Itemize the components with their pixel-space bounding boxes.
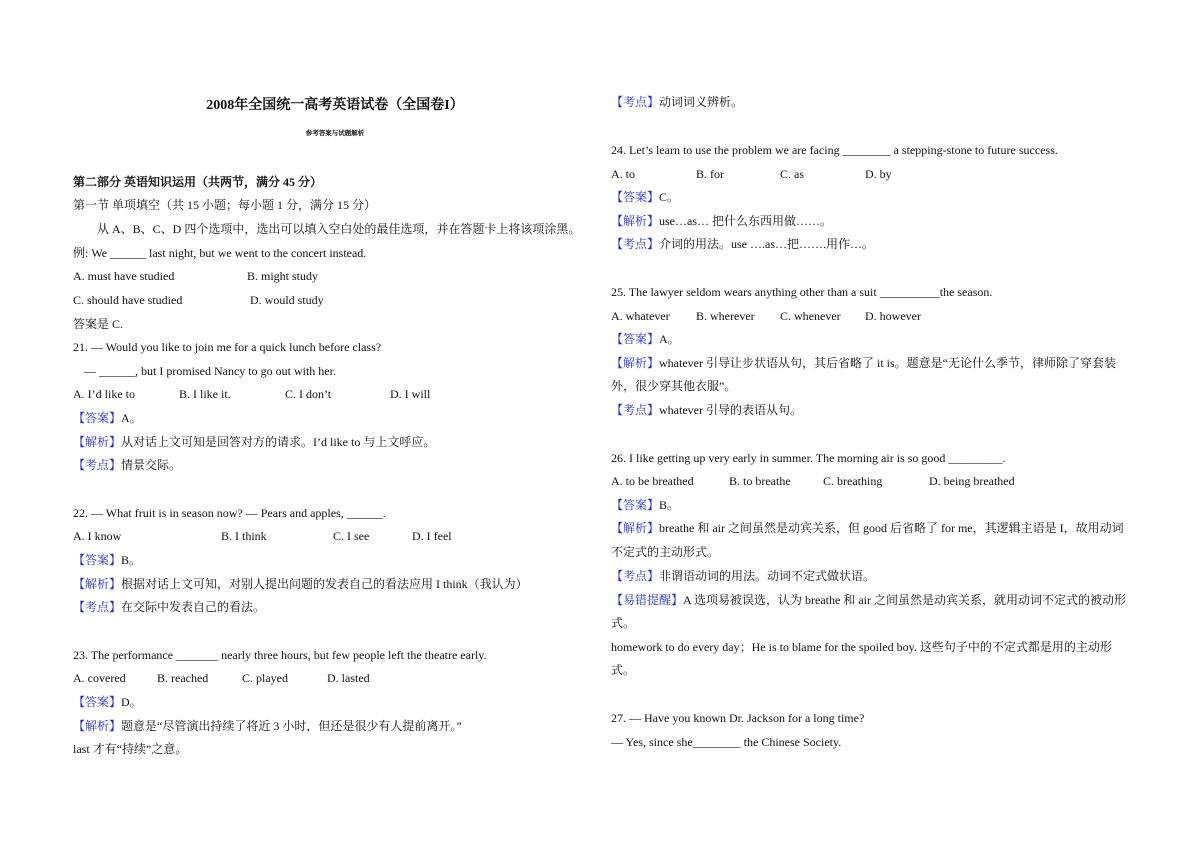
answer-label: 【答案】 [73, 695, 122, 709]
q25-analysis [611, 355, 1116, 371]
q22-option: A. I know [73, 529, 122, 543]
q25-point [611, 402, 802, 418]
analysis-label: 【解析】 [611, 356, 660, 370]
q27-stem: 27. — Have you known Dr. Jackson for a long time? [611, 711, 865, 725]
q22-stem: 22. — What fruit is in season now? — Pears and apples, ______. [73, 506, 386, 520]
q22-answer [73, 552, 141, 568]
q24-answer [611, 189, 679, 205]
analysis-text: 题意是“尽管演出持续了将近 3 小时，但还是很少有人提前离开。” [121, 719, 462, 733]
analysis-text: use…as… 把什么东西用做……。 [659, 214, 833, 228]
point-label: 【考点】 [73, 600, 122, 614]
q21-option: D. I will [390, 387, 431, 401]
q24-analysis [611, 213, 832, 229]
q22-point [73, 599, 265, 615]
q24-option: B. for [696, 167, 724, 181]
q26-point [611, 568, 875, 584]
instruction-text: 从 A、B、C、D 四个选项中，选出可以填入空白处的最佳选项，并在答题卡上将该项涂黑。 [97, 222, 581, 236]
q23-option: A. covered [73, 671, 126, 685]
q26-answer [611, 497, 679, 513]
answer-value: D。 [121, 695, 142, 709]
example-option: D. would study [250, 293, 324, 307]
tip-text: A 选项易被误选，认为 breathe 和 air 之间虽然是动宾关系，就用动词不定式的被动形 [683, 593, 1126, 607]
point-label: 【考点】 [611, 403, 660, 417]
analysis-text: whatever 引导让步状语从句，其后省略了 it is。题意是“无论什么季节，律师除了穿套装 [659, 356, 1116, 370]
q22-analysis [73, 576, 528, 592]
q25-option: C. whenever [780, 309, 841, 323]
point-label: 【考点】 [611, 95, 660, 109]
q24-point [611, 236, 874, 252]
answer-label: 【答案】 [73, 553, 122, 567]
tip-label: 【易错提醒】 [611, 593, 684, 607]
q21-analysis [73, 434, 435, 450]
analysis-label: 【解析】 [73, 577, 122, 591]
q22-option: D. I feel [412, 529, 452, 543]
point-text: 非谓语动词的用法。动词不定式做状语。 [659, 569, 876, 583]
answer-value: A。 [659, 332, 680, 346]
q26-tip [611, 592, 1126, 608]
q23-option: C. played [242, 671, 288, 685]
q24-stem: 24. Let’s learn to use the problem we are facing ________ a stepping-stone to future success. [611, 143, 1058, 157]
q26-analysis-2: 不定式的主动形式。 [611, 545, 720, 559]
answer-label: 【答案】 [611, 332, 660, 346]
point-text: whatever 引导的表语从句。 [659, 403, 802, 417]
page-subtitle: 参考答案与试题解析 [305, 130, 365, 137]
q26-extra: homework to do every day；He is to blame for the spoiled boy. 这些句子中的不定式都是用的主动形 [611, 640, 1112, 654]
q26-stem: 26. I like getting up very early in summer. The morning air is so good _________. [611, 451, 1006, 465]
answer-value: B。 [659, 498, 680, 512]
answer-label: 【答案】 [73, 411, 122, 425]
q25-option: A. whatever [611, 309, 670, 323]
q21-option: A. I’d like to [73, 387, 135, 401]
q21-point [73, 457, 181, 473]
q21-answer [73, 410, 142, 426]
example-question: 例: We ______ last night, but we went to the concert instead. [73, 246, 367, 260]
q24-option: D. by [865, 167, 892, 181]
analysis-text: breathe 和 air 之间虽然是动宾关系，但 good 后省略了 for me，其逻辑主语是 I，故用动词 [659, 521, 1124, 535]
example-option: B. might study [247, 269, 319, 283]
q21-stem-2: — ______, but I promised Nancy to go out with her. [84, 364, 336, 378]
analysis-label: 【解析】 [611, 214, 660, 228]
analysis-label: 【解析】 [73, 719, 122, 733]
q27-stem-2: — Yes, since she________ the Chinese Society. [611, 735, 842, 749]
q23-option: D. lasted [327, 671, 370, 685]
point-label: 【考点】 [611, 237, 660, 251]
answer-value: B。 [121, 553, 142, 567]
point-label: 【考点】 [73, 458, 122, 472]
point-label: 【考点】 [611, 569, 660, 583]
q25-analysis-2: 外，很少穿其他衣服”。 [611, 379, 737, 393]
q25-answer [611, 331, 680, 347]
q26-option: A. to be breathed [611, 474, 694, 488]
q24-option: C. as [780, 167, 804, 181]
q21-stem: 21. — Would you like to join me for a quick lunch before class? [73, 340, 382, 354]
q23-stem: 23. The performance _______ nearly three hours, but few people left the theatre early. [73, 648, 487, 662]
q23-analysis-2: last 才有“持续”之意。 [73, 742, 188, 756]
answer-value: A。 [121, 411, 142, 425]
example-option: C. should have studied [73, 293, 183, 307]
q21-option: C. I don’t [285, 387, 332, 401]
example-answer: 答案是 C. [73, 317, 124, 331]
q22-option: B. I think [221, 529, 267, 543]
page-title: 2008年全国统一高考英语试卷（全国卷I） [206, 98, 464, 113]
q25-option: D. however [865, 309, 921, 323]
q23-option: B. reached [157, 671, 209, 685]
q26-analysis [611, 520, 1124, 536]
q23-point [611, 94, 743, 110]
point-text: 在交际中发表自己的看法。 [121, 600, 266, 614]
q25-stem: 25. The lawyer seldom wears anything other than a suit __________the season. [611, 285, 993, 299]
q21-option: B. I like it. [179, 387, 231, 401]
answer-value: C。 [659, 190, 680, 204]
point-text: 情景交际。 [121, 458, 182, 472]
q26-option: C. breathing [823, 474, 883, 488]
q23-analysis [73, 718, 462, 734]
q26-extra-2: 式。 [611, 663, 636, 677]
analysis-label: 【解析】 [73, 435, 122, 449]
q26-option: D. being breathed [929, 474, 1015, 488]
example-option: A. must have studied [73, 269, 175, 283]
analysis-text: 从对话上文可知是回答对方的请求。I’d like to 与上文呼应。 [121, 435, 436, 449]
q25-option: B. wherever [696, 309, 755, 323]
q24-option: A. to [611, 167, 635, 181]
q26-option: B. to breathe [729, 474, 791, 488]
point-text: 动词词义辨析。 [659, 95, 744, 109]
q22-option: C. I see [333, 529, 370, 543]
q23-answer [73, 694, 142, 710]
answer-label: 【答案】 [611, 190, 660, 204]
analysis-text: 根据对话上文可知，对别人提出问题的发表自己的看法应用 I think（我认为） [121, 577, 528, 591]
section-heading: 第一节 单项填空（共 15 小题；每小题 1 分，满分 15 分） [73, 198, 377, 212]
answer-label: 【答案】 [611, 498, 660, 512]
part-heading: 第二部分 英语知识运用（共两节，满分 45 分） [73, 175, 323, 189]
q26-tip-2: 式。 [611, 616, 636, 630]
point-text: 介词的用法。use ….as…把…….用作…。 [659, 237, 875, 251]
analysis-label: 【解析】 [611, 521, 660, 535]
